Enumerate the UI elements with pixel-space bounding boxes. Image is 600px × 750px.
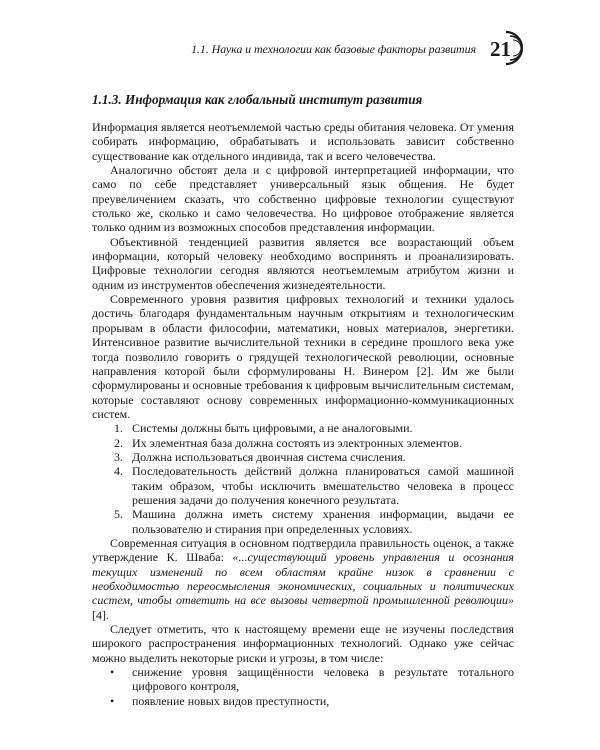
running-header [92,32,524,66]
schwab-lead: Современная ситуация в основном подтвердила правильность оценок, а также утверждение К. Шваба: [92,535,514,565]
list-item: 4. Последовательность действий должна планироваться самой машиной таким образом, чтобы исключить вмешательство человека в процесс решения задачи до получения конечного результата. [126,464,514,507]
list-item-text: появление новых видов преступности, [132,693,330,708]
paragraph: Объективной тенденцией развития является все возрастающий объем информации, который человеку необходимо воспринять и проанализировать. Цифровые технологии сегодня являются неотъемлемым атрибутом жизни и одним из инструментов обеспечения жизнедеятельности. [92,234,514,292]
requirements-list [92,421,514,536]
list-item-text: снижение уровня защищённости человека в результате тотального цифрового контроля, [132,665,514,694]
paragraph: Информация является неотъемлемой частью среды обитания человека. От умения собирать информацию, обрабатывать и использовать зависит собственно существование как отдельного индивида, так и всего человечества. [92,120,514,163]
schwab-quote: «...существующий уровень управления и осознания текущих изменений по всем областям крайне низок в сравнении с необходимостью переосмысления экономических, социальных и политических систем, чтобы ответить на все вызовы четвертой промышленной революции» [92,550,514,608]
running-title: 1.1. Наука и технологии как базовые факторы развития [191,41,476,56]
list-item [110,694,514,708]
paragraph: Аналогично обстоят дела и с цифровой интерпретацией информации, что само по себе представляет универсальный язык общения. Не будет преувеличением сказать, что собственно цифровые технологии существуют столько же, сколько и само человечества. Но цифровое отображение является только одним из возможных способов представления информации. [92,163,514,235]
list-item: 3. Должна использоваться двоичная система счисления. [126,450,514,464]
list-item: 1. Системы должны быть цифровыми, а не аналоговыми. [126,421,514,435]
bullet-icon: • [110,665,115,680]
bullet-icon: • [110,693,115,708]
page-number-badge [490,32,524,66]
schwab-reference: [4]. [92,607,109,622]
paragraph: Следует отметить, что к настоящему времени еще не изучены последствия широкого распространения информационных технологий. Однако уже сейчас можно выделить некоторые риски и угрозы, в том числе: [92,622,514,665]
list-item [110,665,514,694]
section-title: 1.1.3. Информация как глобальный институт развития [92,92,423,107]
paragraph: Современного уровня развития цифровых технологий и техники удалось достичь благодаря фундаментальным научным открытиям и технологическим прорывам в области философии, математики, новых материалов, энергетики. Интенсивное развитие вычислительной техники в середине прошлого века уже тогда позволило говорить о грядущей технологической революции, основные направления которой были сформулированы Н. Винером [2]. Им же были сформулированы и основные требования к цифровым вычислительным системам, которые составляют основу современных информационно-коммуникационных систем. [92,292,514,421]
list-item: 2. Их элементная база должна состоять из электронных элементов. [126,436,514,450]
body-text [92,120,514,708]
schwab-paragraph [92,536,514,622]
list-item: 5. Машина должна иметь систему хранения информации, выдачи ее пользователю и стирания при определенных условиях. [126,507,514,536]
risks-list [92,665,514,708]
page-number: 21 [490,36,511,61]
